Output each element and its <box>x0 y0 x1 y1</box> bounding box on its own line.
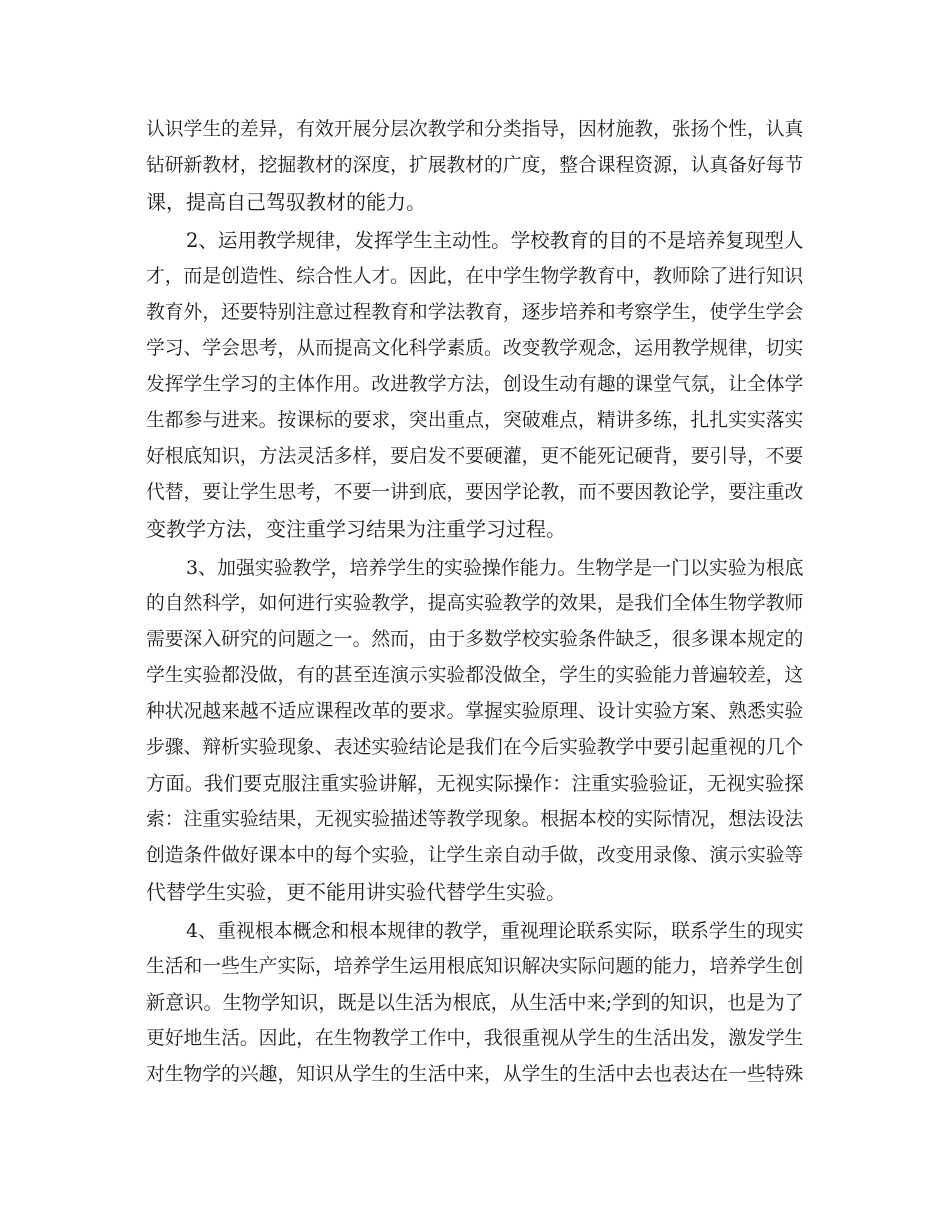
paragraph-line: 代替，要让学生思考，不要一讲到底，要因学论教，而不要因教论学，要注重改 <box>146 482 804 503</box>
paragraph-line: 认识学生的差异，有效开展分层次教学和分类指导，因材施教，张扬个性，认真 <box>146 119 804 140</box>
paragraph-line: 生都参与进来。按课标的要求，突出重点，突破难点，精讲多练，扎扎实实落实 <box>146 410 804 431</box>
paragraph-line: 代替学生实验，更不能用讲实验代替学生实验。 <box>146 880 566 904</box>
paragraph-line: 2、运用教学规律，发挥学生主动性。学校教育的目的不是培养复现型人 <box>186 229 804 252</box>
paragraph-line: 生活和一些生产实际，培养学生运用根底知识解决实际问题的能力，培养学生创 <box>146 956 804 977</box>
paragraph-line: 3、加强实验教学，培养学生的实验操作能力。生物学是一门以实验为根底 <box>186 557 804 579</box>
paragraph-line: 4、重视根本概念和根本规律的教学，重视理论联系实际，联系学生的现实 <box>186 920 804 942</box>
paragraph-line: 需要深入研究的问题之一。然而，由于多数学校实验条件缺乏，很多课本规定的 <box>146 629 804 650</box>
paragraph-line: 更好地生活。因此，在生物教学工作中，我很重视从学生的生活出发，激发学生 <box>146 1028 804 1049</box>
paragraph-line: 课，提高自己驾驭教材的能力。 <box>146 190 426 214</box>
paragraph-line: 教育外，还要特别注意过程教育和学法教育，逐步培养和考察学生，使学生学会 <box>146 302 804 323</box>
paragraph-line: 方面。我们要克服注重实验讲解，无视实际操作：注重实验验证，无视实验探 <box>146 772 804 795</box>
paragraph-line: 钻研新教材，挖掘教材的深度，扩展教材的广度，整合课程资源，认真备好每节 <box>146 155 804 176</box>
paragraph-line: 种状况越来越不适应课程改革的要求。掌握实验原理、设计实验方案、熟悉实验 <box>146 701 804 722</box>
paragraph-line: 变教学方法，变注重学习结果为注重学习过程。 <box>146 517 566 541</box>
paragraph-line: 学习、学会思考，从而提高文化科学素质。改变教学观念，运用教学规律，切实 <box>146 338 804 359</box>
paragraph-line: 对生物学的兴趣，知识从学生的生活中来，从学生的生活中去也表达在一些特殊 <box>146 1064 804 1085</box>
paragraph-line: 的自然科学，如何进行实验教学，提高实验教学的效果，是我们全体生物学教师 <box>146 593 804 614</box>
paragraph-line: 步骤、辩析实验现象、表述实验结论是我们在今后实验教学中要引起重视的几个 <box>146 737 804 758</box>
paragraph-line: 创造条件做好课本中的每个实验，让学生亲自动手做，改变用录像、演示实验等 <box>146 845 804 866</box>
paragraph-line: 好根底知识，方法灵活多样，要启发不要硬灌，更不能死记硬背，要引导，不要 <box>146 446 804 467</box>
paragraph-line: 学生实验都没做，有的甚至连演示实验都没做全，学生的实验能力普遍较差，这 <box>146 665 804 686</box>
paragraph-line: 索：注重实验结果，无视实验描述等教学现象。根据本校的实际情况，想法设法 <box>146 809 804 830</box>
paragraph-line: 才，而是创造性、综合性人才。因此，在中学生物学教育中，教师除了进行知识 <box>146 266 804 287</box>
paragraph-line: 发挥学生学习的主体作用。改进教学方法，创设生动有趣的课堂气氛，让全体学 <box>146 374 804 395</box>
paragraph-line: 新意识。生物学知识，既是以生活为根底，从生活中来;学到的知识，也是为了 <box>146 991 804 1014</box>
